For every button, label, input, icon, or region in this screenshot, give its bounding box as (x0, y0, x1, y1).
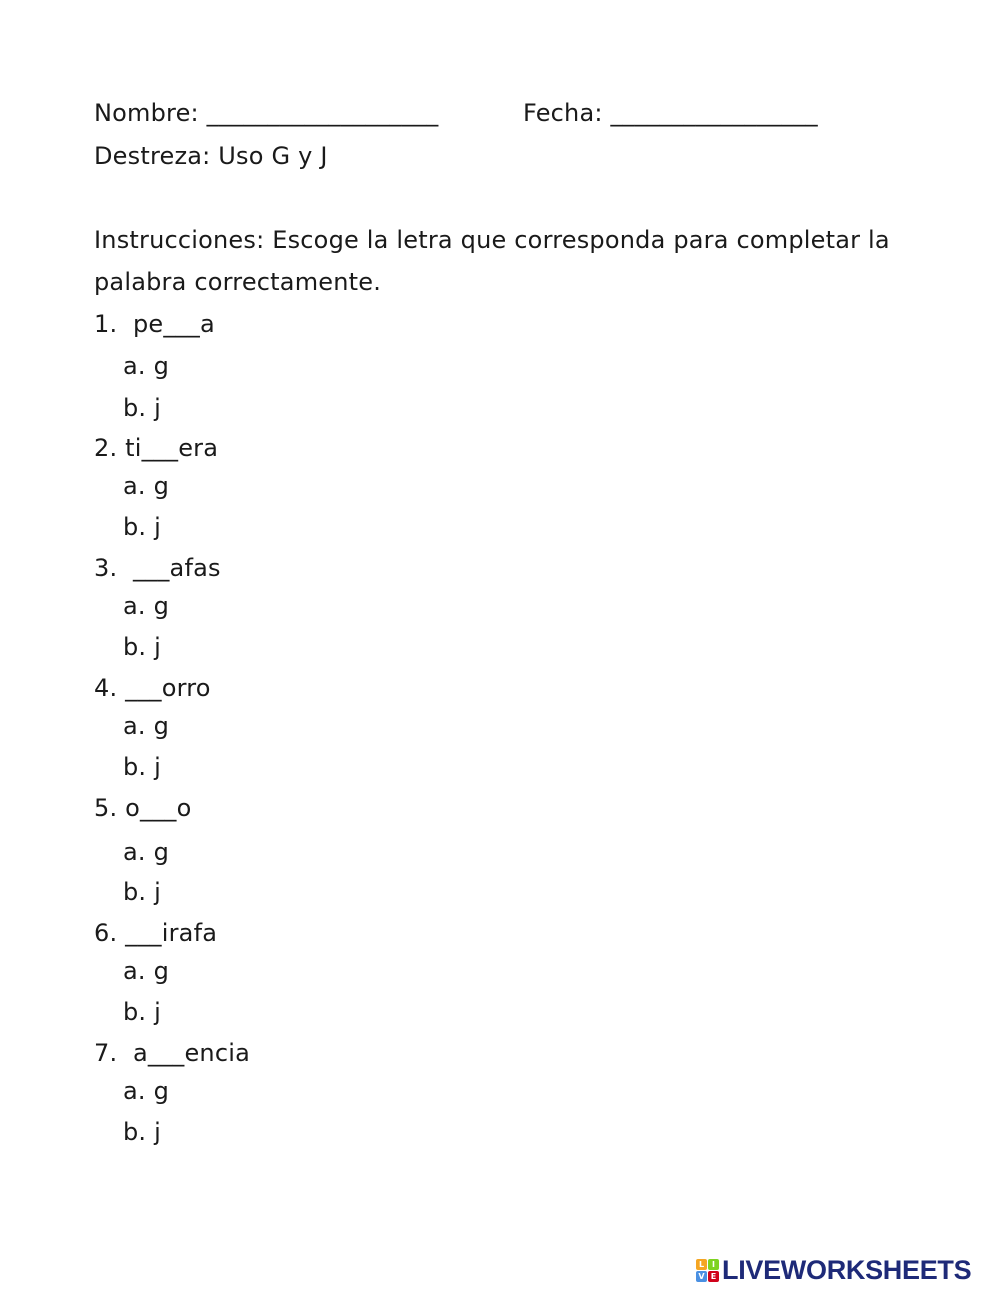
question-3-option-b[interactable]: b. j (123, 633, 161, 661)
question-3-option-a[interactable]: a. g (123, 592, 169, 620)
logo-text: LIVEWORKSHEETS (722, 1254, 972, 1285)
question-5-prompt: 5. o___o (94, 794, 192, 822)
question-7-option-b[interactable]: b. j (123, 1118, 161, 1146)
question-7-prompt: 7. a___encia (94, 1039, 251, 1067)
question-1-option-b[interactable]: b. j (123, 394, 161, 422)
instructions-line-2: palabra correctamente. (94, 268, 382, 296)
question-5-option-b[interactable]: b. j (123, 878, 161, 906)
logo-mark-cell: E (708, 1271, 719, 1282)
question-1-option-a[interactable]: a. g (123, 352, 169, 380)
logo-mark-icon (696, 1259, 719, 1282)
name-field-line: Nombre: ___________________ (94, 99, 439, 127)
logo-mark-cell: L (696, 1259, 707, 1270)
question-2-prompt: 2. ti___era (94, 434, 219, 462)
question-2-option-a[interactable]: a. g (123, 472, 169, 500)
question-2-option-b[interactable]: b. j (123, 513, 161, 541)
skill-label: Destreza: Uso G y J (94, 142, 328, 170)
question-4-option-a[interactable]: a. g (123, 712, 169, 740)
logo-mark-cell: V (696, 1271, 707, 1282)
question-3-prompt: 3. ___afas (94, 554, 221, 582)
question-5-option-a[interactable]: a. g (123, 838, 169, 866)
question-6-prompt: 6. ___irafa (94, 919, 218, 947)
date-field-line: Fecha: _________________ (523, 99, 818, 127)
question-7-option-a[interactable]: a. g (123, 1077, 169, 1105)
logo-mark-cell: I (708, 1259, 719, 1270)
question-1-prompt: 1. pe___a (94, 310, 215, 338)
question-6-option-b[interactable]: b. j (123, 998, 161, 1026)
question-6-option-a[interactable]: a. g (123, 957, 169, 985)
question-4-option-b[interactable]: b. j (123, 753, 161, 781)
instructions-line-1: Instrucciones: Escoge la letra que corresponda para completar la (94, 226, 890, 254)
liveworksheets-logo (696, 1254, 971, 1286)
question-4-prompt: 4. ___orro (94, 674, 211, 702)
